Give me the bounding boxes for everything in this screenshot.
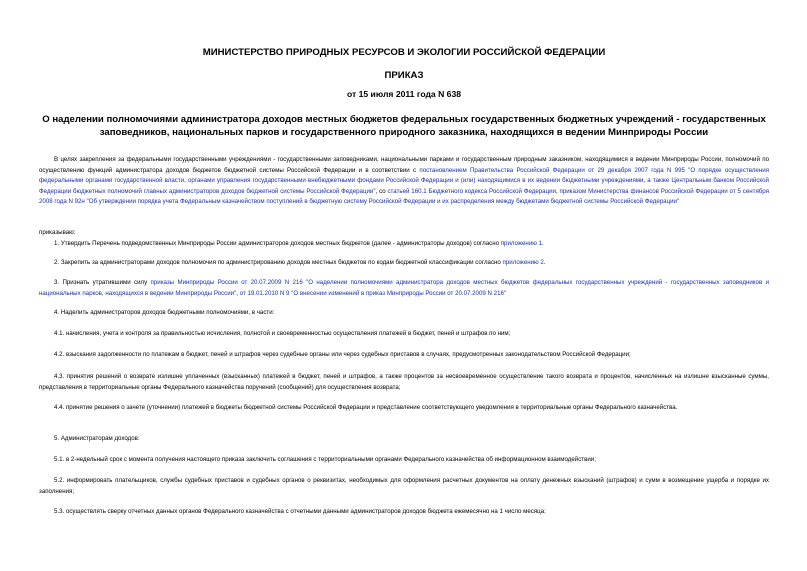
- document-date-number: от 15 июля 2011 года N 638: [346, 89, 462, 99]
- title-line-2: заповедников, национальных парков и государственного природного заказника, находящихся в ведении Минприроды России: [99, 127, 709, 138]
- intro-text-3: ,: [555, 187, 560, 195]
- paragraph-4-3: 4.3. принятия решений о возврате излишне уплаченных (взысканных) платежей в бюджет, пеней и штрафов, а также процентов за несвоевременное осуществление такого возврата и процентов, начисленных на излишне взысканные суммы, представления в территориальные органы Федерального казначейства поручений (сообщений) для осуществления возврата;: [39, 373, 769, 391]
- paragraph-2-end: .: [543, 259, 546, 266]
- paragraph-2: [39, 258, 769, 269]
- paragraph-1: [39, 239, 769, 250]
- paragraph-4: 4. Наделить администраторов доходов бюджетными полномочиями, в части:: [54, 309, 275, 316]
- paragraph-5: 5. Администраторам доходов:: [54, 435, 140, 442]
- order-word: приказываю:: [39, 229, 76, 236]
- paragraph-2-text: 2. Закрепить за администраторами доходов полномочия по администрированию доходов местных бюджетов по кодам бюджетной классификации согласно: [54, 259, 503, 266]
- paragraph-3-text: 3. Признать утратившими силу: [54, 279, 151, 286]
- document-type: ПРИКАЗ: [384, 70, 424, 81]
- paragraph-4-2: 4.2. взыскания задолженности по платежам в бюджет, пеней и штрафов через судебные органы или через судебных приставов в случаях, предусмотренных законодательством Российской Федерации;: [54, 351, 631, 358]
- link-budget-code-article[interactable]: статьей 160.1 Бюджетного кодекса Российской Федерации: [387, 187, 556, 195]
- paragraph-5-2: 5.2. информировать плательщиков, службы судебных приставов и судебных органов о реквизитах, необходимых для оформления расчетных документов на оплату денежных взысканий (штрафов) и сумм в возмещение ущерба и порядке их заполнения;: [39, 477, 769, 495]
- paragraph-4-1: 4.1. начисления, учета и контроля за правильностью исчисления, полнотой и своевременностью осуществления платежей в бюджет, пеней и штрафов по ним;: [54, 330, 511, 337]
- paragraph-5-3: 5.3. осуществлять сверку отчетных данных органов Федерального казначейства с отчетными данными администраторов доходов бюджета ежемесячно на 1 число месяца;: [54, 508, 546, 515]
- ministry-heading: МИНИСТЕРСТВО ПРИРОДНЫХ РЕСУРСОВ И ЭКОЛОГИИ РОССИЙСКОЙ ФЕДЕРАЦИИ: [202, 47, 606, 58]
- link-appendix-2[interactable]: приложению 2: [502, 259, 544, 266]
- document-title: [40, 113, 768, 139]
- link-government-decree-995[interactable]: постановлением Правительства Российской Федерации от 29 декабря 2007 года N 995 "О порядке осуществления федеральными органами государственной власти, органами управления государственными внебюджетными фондами Российской Федерации и (или) находящимися в их ведении бюджетными учреждениями, а также Центральным банком Российской Федерации бюджетных полномочий главных администраторов доходов бюджетной системы Российской Федерации": [39, 166, 769, 195]
- intro-text-1: В целях закрепления за федеральными государственными учреждениями - государственными заповедниками, национальными парками и государственным природным заказником, находящимися в ведении Минприроды России, полномочий по осуществлению функций администратора доходов бюджетов бюджетной системы Российской Федерации и в соответствии с: [39, 156, 769, 174]
- intro-paragraph: [39, 155, 769, 208]
- intro-text-2: , со: [375, 187, 388, 195]
- paragraph-5-1: 5.1. в 2-недельный срок с момента получения настоящего приказа заключить соглашения с территориальными органами Федерального казначейства об информационном взаимодействии;: [54, 456, 596, 463]
- link-appendix-1[interactable]: приложению 1: [500, 240, 542, 247]
- paragraph-3-sep: ,: [236, 289, 240, 297]
- paragraph-3: [39, 278, 769, 299]
- title-line-1: О наделении полномочиями администратора доходов местных бюджетов федеральных государственных бюджетных учреждений - государственных: [42, 114, 766, 125]
- paragraph-1-end: .: [541, 240, 544, 247]
- link-minfin-order-92n[interactable]: приказом Министерства финансов Российской Федерации от 5 сентября 2008 года N 92н "Об утверждении порядка учета Федеральным казначейством поступлений в бюджетную систему Российской Федерации и их распределения между бюджетами бюджетной системы Российской Федерации": [39, 187, 769, 205]
- paragraph-4-4: 4.4. принятие решения о зачете (уточнении) платежей в бюджеты бюджетной системы Российской Федерации и представление соответствующего уведомления в территориальные органы Федерального казначейства.: [54, 404, 678, 411]
- link-order-9[interactable]: от 19.01.2010 N 9 "О внесении изменений в приказ Минприроды России от 20.07.2009 N 216": [239, 289, 507, 297]
- link-order-216[interactable]: приказы Минприроды России от 20.07.2009 N 216 "О наделении полномочиями администратора доходов местных бюджетов федеральных государственных учреждений - государственных заповедников и национальных парков, находящихся в ведении Минприроды России": [39, 279, 769, 297]
- paragraph-1-text: 1. Утвердить Перечень подведомственных Минприроды России администраторов доходов местных бюджетов (далее - администраторы доходов) согласно: [54, 240, 501, 247]
